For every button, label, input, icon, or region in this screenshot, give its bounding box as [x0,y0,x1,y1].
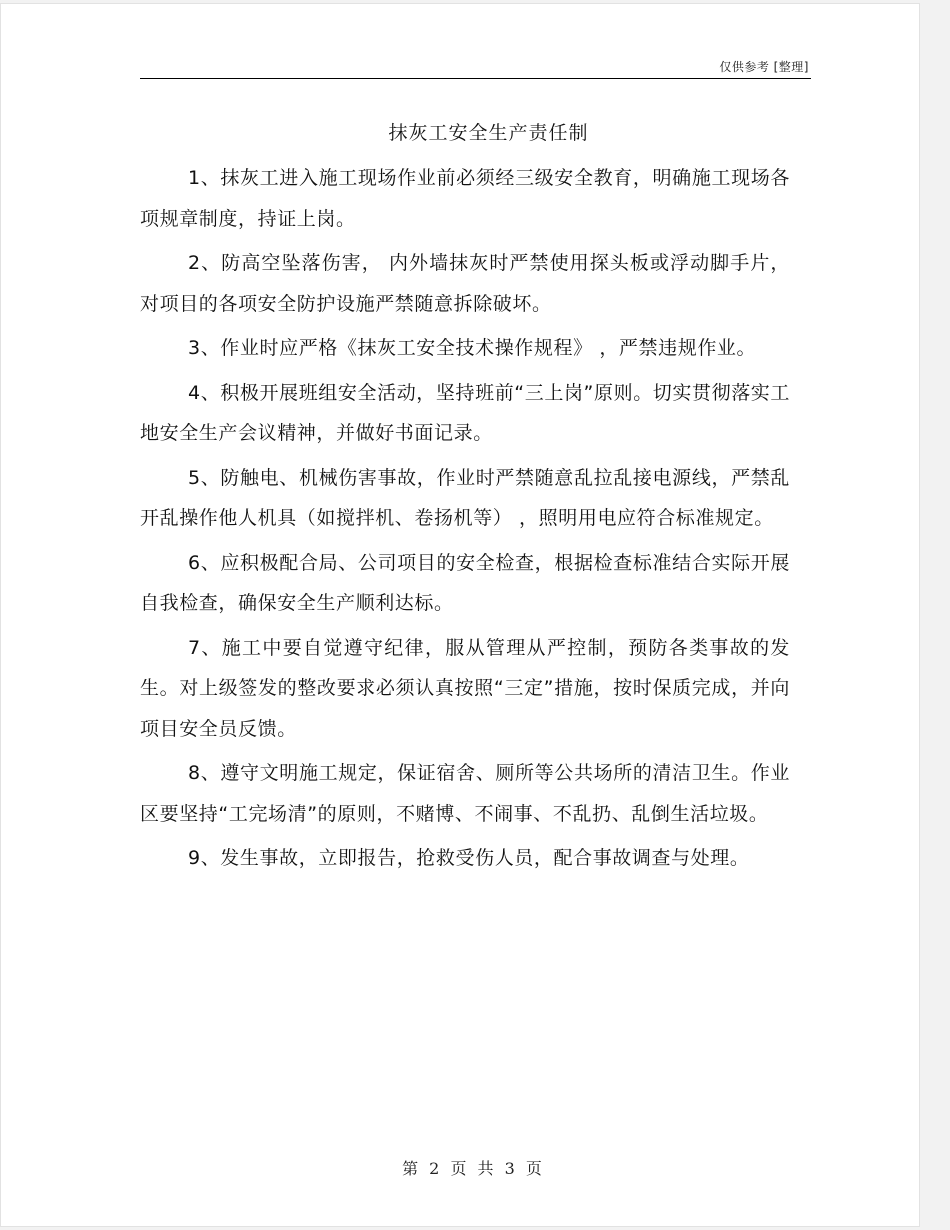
paragraph-7: 7、施工中要自觉遵守纪律，服从管理从严控制，预防各类事故的发生。对上级签发的整改要求必须认真按照“三定”措施，按时保质完成，并向项目安全员反馈。 [140,636,790,740]
document-page [0,3,920,1227]
document-title: 抹灰工安全生产责任制 [388,122,589,144]
paragraph-9: 9、发生事故，立即报告，抢救受伤人员，配合事故调查与处理。 [188,847,750,869]
paragraph-2: 2、防高空坠落伤害， 内外墙抹灰时严禁使用探头板或浮动脚手片，对项目的各项安全防护设施严禁随意拆除破坏。 [140,252,790,315]
paragraph-6: 6、应积极配合局、公司项目的安全检查，根据检查标准结合实际开展自我检查，确保安全生产顺利达标。 [140,551,790,614]
paragraph-4: 4、积极开展班组安全活动，坚持班前“三上岗”原则。切实贯彻落实工地安全生产会议精神，并做好书面记录。 [140,381,790,444]
paragraph-5: 5、防触电、机械伤害事故，作业时严禁随意乱拉乱接电源线，严禁乱开乱操作他人机具（如搅拌机、卷扬机等） ，照明用电应符合标准规定。 [140,466,790,529]
document-body [140,158,790,883]
header-note: 仅供参考 [整理] [719,60,809,74]
paragraph-3: 3、作业时应严格《抹灰工安全技术操作规程》 ，严禁违规作业。 [188,337,757,359]
page-number: 第 2 页 共 3 页 [402,1159,545,1178]
paragraph-8: 8、遵守文明施工规定，保证宿舍、厕所等公共场所的清洁卫生。作业区要坚持“工完场清”的原则，不赌博、不闹事、不乱扔、乱倒生活垃圾。 [140,762,790,825]
paragraph-1: 1、抹灰工进入施工现场作业前必须经三级安全教育，明确施工现场各项规章制度，持证上岗。 [140,167,790,230]
header-divider [140,78,811,79]
